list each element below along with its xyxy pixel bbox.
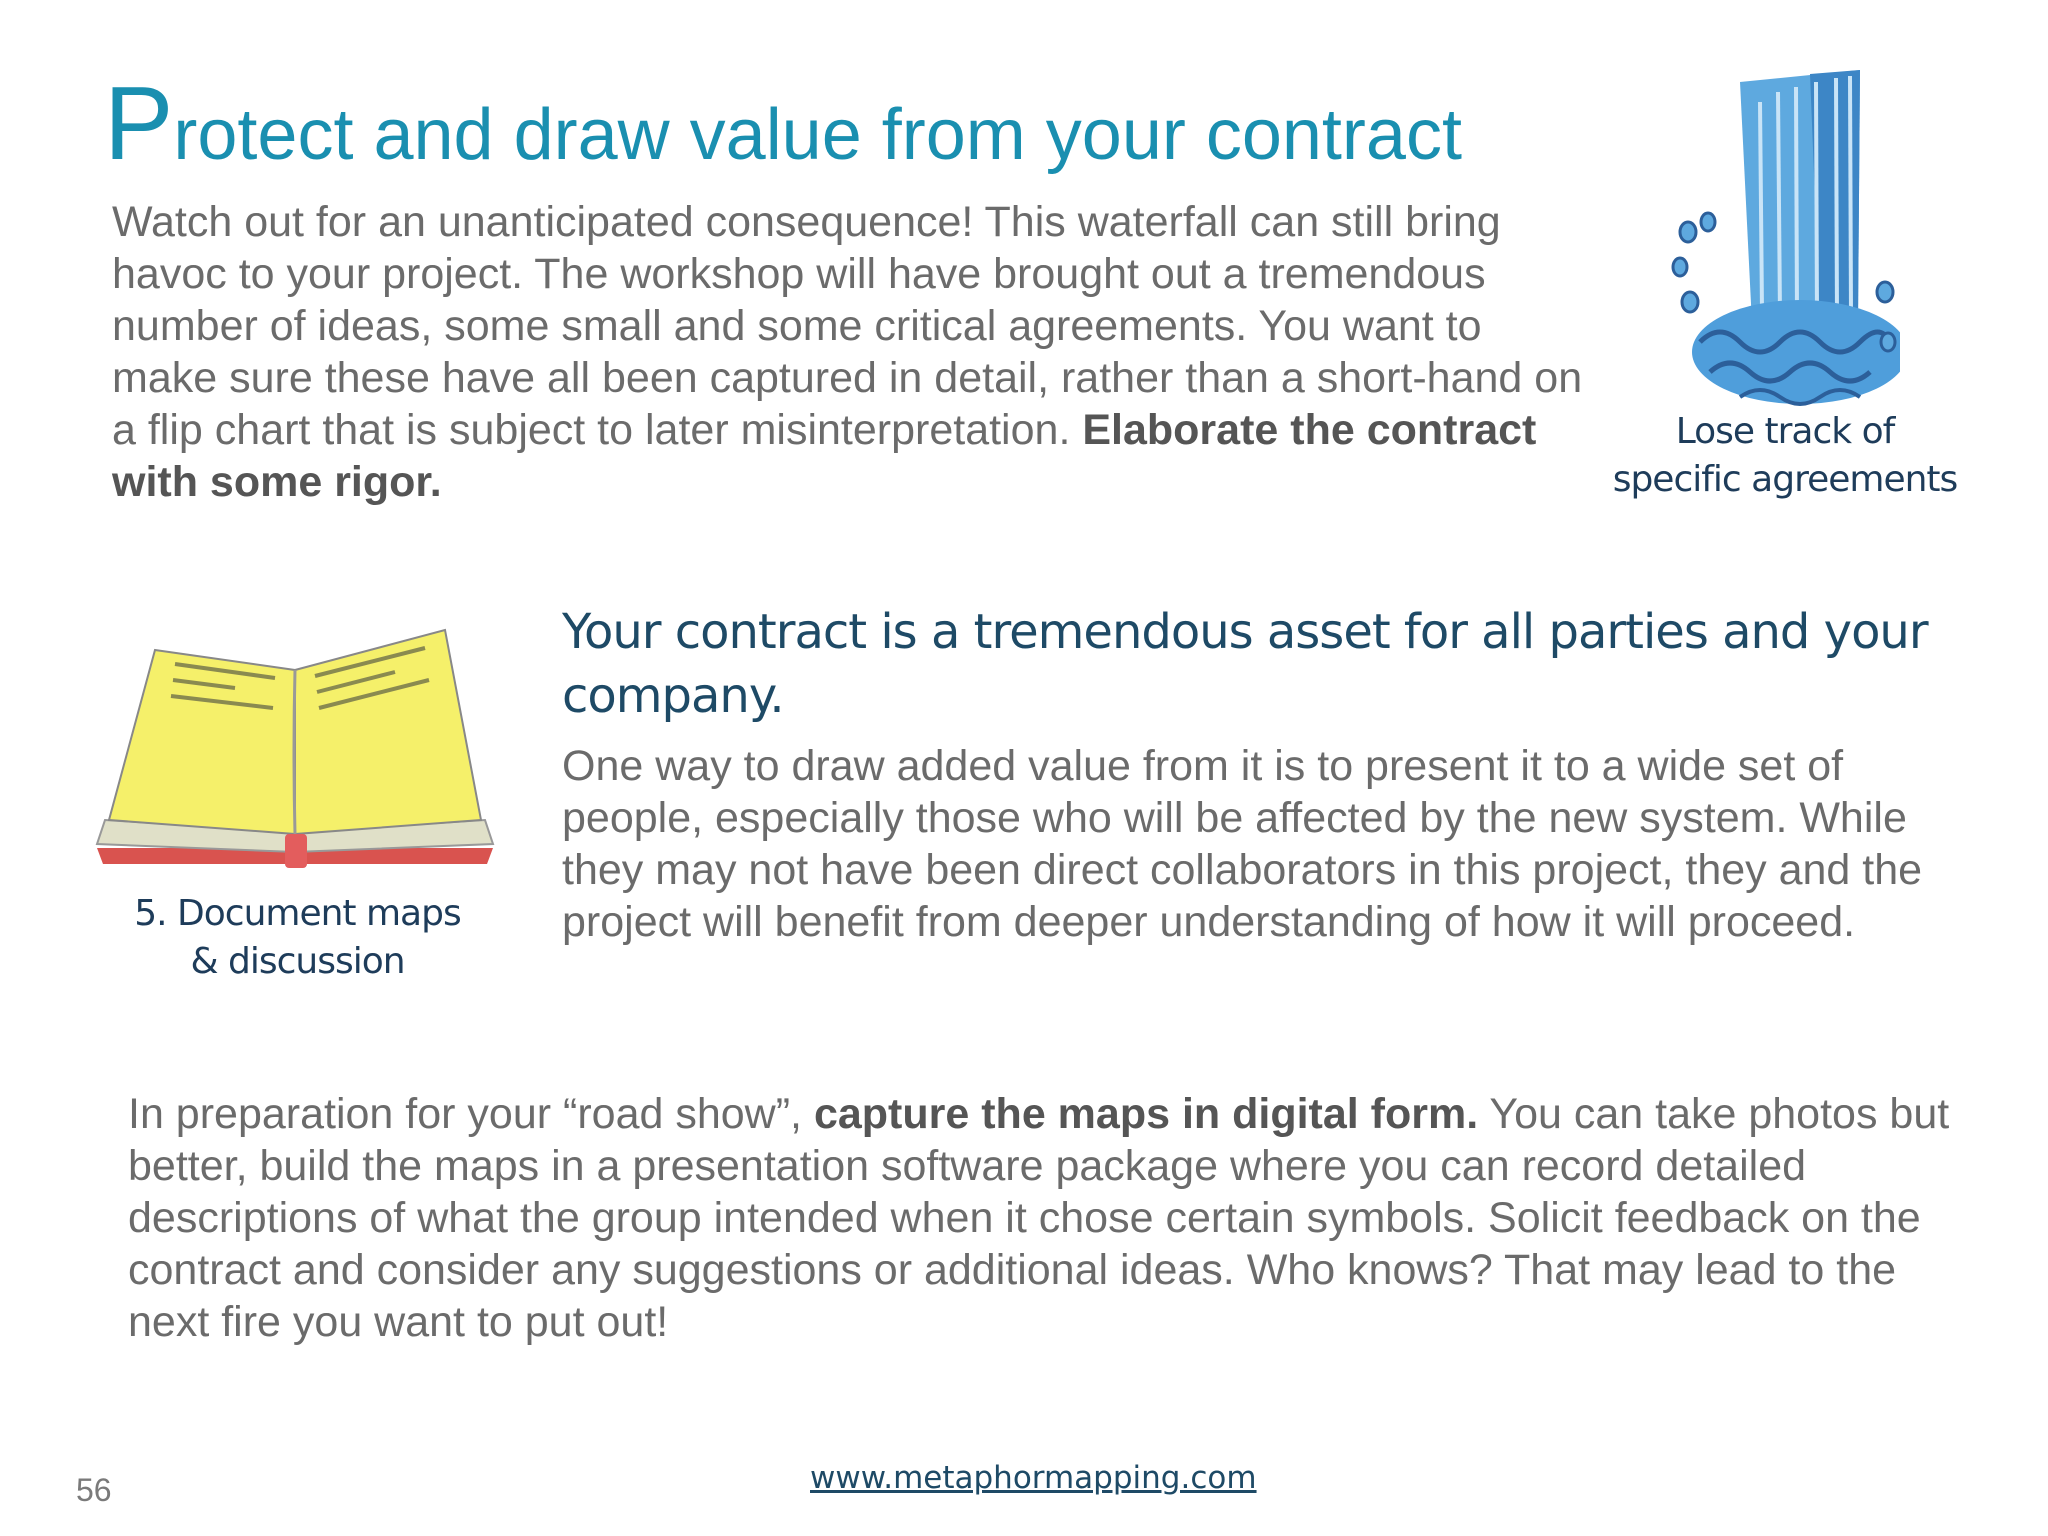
asset-body: One way to draw added value from it is to present it to a wide set of people, especially those who will be affected by the new system. While they may not have been direct collaborators in this project, they and the project will benefit from deeper understanding of how it will proceed. (562, 742, 1923, 946)
intro-paragraph (112, 196, 1592, 508)
roadshow-emphasis: capture the maps in digital form. (813, 1090, 1479, 1138)
open-book-illustration-icon (95, 620, 495, 870)
roadshow-before: In preparation for your “road show”, (128, 1090, 814, 1138)
waterfall-caption-line1: Lose track of (1675, 411, 1895, 452)
waterfall-caption (1595, 408, 1975, 504)
asset-heading: Your contract is a tremendous asset for all parties and your company. (562, 604, 1928, 724)
intro-emphasis: Elaborate the contract with some rigor. (112, 406, 1537, 506)
title-initial: P (104, 66, 174, 182)
roadshow-after: You can take photos but better, build the maps in a presentation software package where you can record detailed descriptions of what the group intended when it chose certain symbols. Solicit feedback on the contract and consider any suggestions or additional ideas. Who knows? That may lead to the next fire you want to put out! (128, 1090, 1950, 1346)
title-rest: rotect and draw value from your contract (173, 95, 1462, 175)
website-link[interactable]: www.metaphormapping.com (810, 1460, 1257, 1496)
book-caption-line1: 5. Document maps (134, 893, 461, 934)
book-caption-line2: & discussion (190, 941, 405, 982)
waterfall-illustration-icon (1660, 62, 1900, 418)
page-number: 56 (76, 1472, 112, 1508)
book-caption (100, 890, 495, 986)
page-title (104, 62, 1462, 187)
intro-text: Watch out for an unanticipated consequence! This waterfall can still bring havoc to your project. The workshop will have brought out a tremendous number of ideas, some small and some critical agreements. You want to make sure these have all been captured in detail, rather than a short-hand on a flip chart that is subject to later misinterpretation. (112, 198, 1583, 454)
waterfall-caption-line2: specific agreements (1612, 459, 1958, 500)
roadshow-paragraph (128, 1088, 1988, 1348)
